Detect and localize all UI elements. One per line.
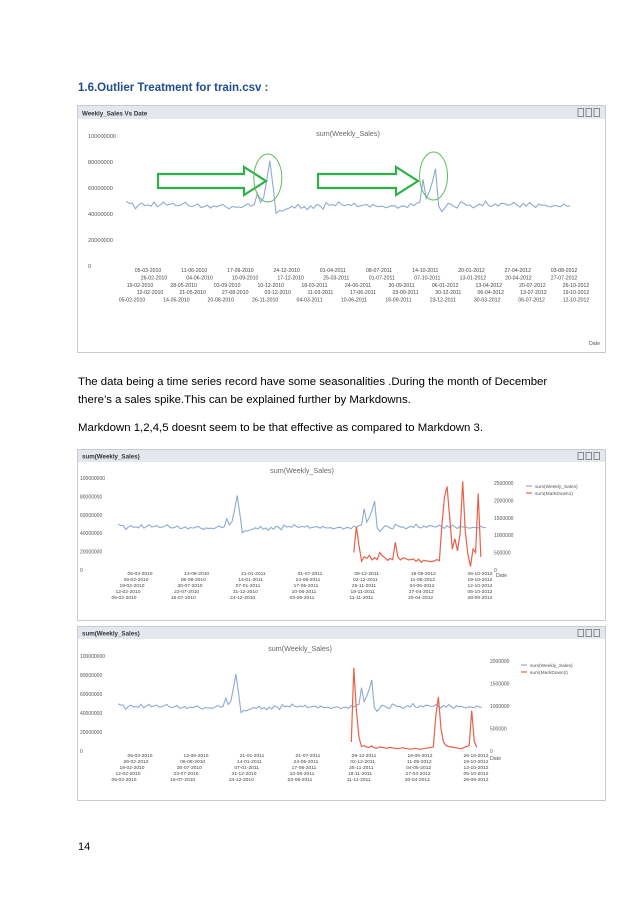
x-tick-label: 02-12-2011	[353, 578, 378, 583]
y-tick-label: 40000000	[88, 212, 113, 218]
x-tick-label: 16-09-2011	[385, 297, 412, 304]
series-line-2	[354, 481, 481, 566]
y-tick-label: 100000000	[88, 134, 116, 140]
x-tick-label: 06-07-2012	[518, 297, 545, 304]
x-tick-label: 27-07-2012	[550, 275, 578, 282]
x-tick-label: 26-02-2010	[123, 578, 149, 583]
x-tick-label: 06-08-2010	[180, 760, 206, 765]
markdown2-chart-panel	[77, 626, 606, 801]
x-tick-label: 11-05-2012	[410, 578, 435, 583]
x-tick-label: 17-06-2011	[293, 584, 319, 589]
x-tick-label: 11-05-2012	[407, 760, 432, 765]
y2-tick-label: 1000000	[494, 533, 514, 540]
y-tick-label: 20000000	[88, 238, 113, 244]
y2-tick-label: 2000000	[494, 498, 514, 505]
x-tick-label: 13-07-2012	[520, 290, 547, 297]
x-tick-label: 10-06-2011	[340, 297, 368, 304]
x-tick-label: 13-04-2012	[475, 282, 503, 289]
paragraph-2: Markdown 1,2,4,5 doesnt seem to be that effective as compared to Markdown 3.	[78, 422, 484, 434]
sales-vs-markdown2-chart	[78, 627, 605, 800]
x-tick-label: 24-12-2010	[273, 268, 300, 274]
x-tick-label: 18-03-2011	[301, 282, 328, 289]
x-tick-label: 19-10-2012	[467, 578, 493, 583]
x-tick-label: 12-10-2012	[467, 584, 493, 589]
x-tick-label: 03-06-2011	[287, 778, 313, 783]
x-tick-label: 18-05-2012	[407, 754, 433, 759]
y-tick-label: 40000000	[80, 711, 103, 717]
x-tick-label: 24-12-2010	[228, 778, 254, 783]
x-tick-label: 30-03-2012	[473, 297, 501, 304]
y-tick-label: 60000000	[88, 186, 113, 192]
x-tick-label: 24-06-2011	[295, 578, 321, 583]
x-tick-label: 23-07-2010	[173, 772, 199, 777]
x-tick-label: 11-11-2011	[349, 596, 374, 601]
paragraph-1-line-2: there’s a sales spike.This can be explained further by Markdowns.	[78, 394, 411, 406]
x-tick-label: 06-01-2012	[431, 282, 459, 289]
series-line-1	[118, 674, 482, 713]
x-tick-label: 20-04-2012	[505, 275, 532, 282]
x-tick-label: 28-05-2010	[170, 282, 197, 289]
x-tick-label: 26-11-2010	[252, 297, 279, 304]
x-tick-label: 27-04-2012	[405, 772, 431, 777]
y2-tick-label: 500000	[490, 726, 507, 733]
x-tick-label: 04-03-2011	[296, 297, 323, 304]
y-tick-label: 20000000	[80, 549, 103, 556]
x-tick-label: 26-02-2010	[123, 760, 149, 765]
markdown1-chart-panel	[77, 449, 606, 621]
x-tick-label: 03-08-2012	[550, 268, 578, 274]
weekly-sales-vs-date-chart	[78, 106, 605, 352]
y-tick-label: 20000000	[80, 730, 103, 736]
x-axis-label: Date	[490, 756, 501, 762]
x-tick-label: 23-07-2010	[174, 590, 200, 595]
x-tick-label: 12-02-2010	[136, 290, 164, 297]
x-tick-label: 08-07-2011	[366, 268, 393, 274]
y-tick-label: 100000000	[80, 654, 106, 660]
x-tick-label: 09-12-2011	[354, 572, 379, 577]
x-tick-label: 26-10-2012	[463, 754, 489, 759]
x-tick-label: 06-08-2010	[180, 578, 206, 583]
x-tick-label: 31-12-2010	[232, 590, 258, 595]
green-arrow-icon	[318, 167, 418, 195]
chart-title: sum(Weekly_Sales)	[270, 466, 334, 475]
y-tick-label: 0	[80, 749, 83, 755]
x-tick-label: 25-11-2011	[351, 584, 377, 589]
panel-header-bar	[78, 106, 605, 119]
y2-tick-label: 1500000	[490, 681, 510, 688]
highlight-circle-dec-2010	[254, 154, 282, 202]
x-tick-label: 01-04-2011	[319, 268, 346, 274]
x-tick-label: 13-08-2010	[183, 754, 209, 759]
y-tick-label: 80000000	[88, 160, 113, 166]
chart-title: sum(Weekly_Sales)	[316, 129, 380, 138]
x-tick-label: 12-02-2010	[115, 772, 141, 777]
x-tick-label: 19-10-2012	[463, 760, 489, 765]
y-tick-label: 80000000	[80, 673, 103, 679]
weekly-sales-chart-panel	[77, 105, 606, 353]
x-tick-label: 06-04-2012	[477, 290, 505, 297]
x-tick-label: 24-06-2011	[293, 760, 319, 765]
y-tick-label: 0	[80, 568, 83, 574]
x-tick-label: 16-07-2010	[170, 778, 196, 783]
legend-label: sum(Weekly_Sales)	[530, 664, 573, 669]
x-tick-label: 28-09-2012	[467, 596, 493, 601]
x-tick-label: 14-05-2010	[163, 297, 190, 304]
y2-tick-label: 0	[494, 568, 497, 574]
x-tick-label: 07-01-2011	[234, 766, 259, 771]
x-tick-label: 20-01-2012	[458, 268, 485, 274]
x-tick-label: 11-06-2010	[181, 268, 208, 274]
x-tick-label: 11-11-2011	[346, 778, 371, 783]
x-tick-label: 19-02-2010	[126, 282, 154, 289]
x-tick-label: 01-07-2011	[297, 572, 323, 577]
x-tick-label: 17-06-2011	[291, 766, 317, 771]
x-tick-label: 05-02-2010	[118, 297, 146, 304]
x-tick-label: 10-09-2010	[231, 275, 259, 282]
paragraph-1-line-1: The data being a time series record have some seasonalities .During the month of December	[78, 376, 548, 388]
panel-header-bar	[78, 450, 605, 462]
x-tick-label: 16-07-2010	[170, 596, 196, 601]
x-tick-label: 10-12-2010	[257, 282, 285, 289]
x-tick-label: 10-06-2011	[289, 772, 315, 777]
x-tick-label: 09-12-2011	[351, 754, 377, 759]
x-tick-label: 11-03-2011	[307, 290, 334, 297]
sales-vs-markdown1-chart	[78, 450, 605, 620]
chart-title: sum(Weekly_Sales)	[268, 644, 332, 653]
y-tick-label: 60000000	[80, 512, 103, 519]
x-tick-label: 05-10-2012	[467, 590, 493, 595]
x-tick-label: 20-07-2012	[519, 282, 546, 289]
y2-tick-label: 0	[490, 749, 493, 755]
y-tick-label: 80000000	[80, 494, 103, 501]
x-tick-label: 30-09-2011	[388, 282, 415, 289]
section-heading: 1.6.Outlier Treatment for train.csv :	[78, 82, 269, 94]
y-tick-label: 60000000	[80, 692, 103, 698]
x-tick-label: 26-10-2012	[562, 282, 590, 289]
y2-tick-label: 2000000	[490, 659, 510, 665]
x-tick-label: 30-07-2010	[176, 766, 202, 771]
y2-tick-label: 1500000	[494, 515, 514, 522]
x-tick-label: 13-08-2010	[184, 572, 210, 577]
x-axis-label: Date	[496, 573, 507, 579]
x-tick-label: 26-02-2010	[140, 275, 168, 282]
x-axis-label: Date	[589, 341, 600, 347]
x-tick-label: 28-09-2012	[463, 778, 489, 783]
x-tick-label: 27-08-2010	[221, 290, 249, 297]
x-tick-label: 21-01-2011	[239, 754, 265, 759]
x-tick-label: 25-03-2011	[323, 275, 350, 282]
x-tick-label: 02-12-2011	[350, 760, 375, 765]
legend-label: sum(MarkDown2)	[530, 671, 568, 676]
x-tick-label: 17-09-2010	[227, 268, 254, 274]
x-tick-label: 24-12-2010	[230, 596, 256, 601]
x-tick-label: 14-01-2011	[237, 760, 262, 765]
x-tick-label: 23-12-2011	[429, 297, 456, 304]
x-tick-label: 19-02-2010	[119, 584, 145, 589]
panel-header-bar	[78, 627, 605, 639]
x-tick-label: 27-04-2012	[504, 268, 532, 274]
x-tick-label: 17-12-2010	[277, 275, 304, 282]
series-line-2	[351, 668, 477, 749]
x-tick-label: 04-05-2012	[409, 584, 435, 589]
x-tick-label: 20-04-2012	[404, 778, 430, 783]
y-tick-label: 100000000	[80, 476, 106, 482]
y2-tick-label: 2500000	[494, 481, 514, 487]
x-tick-label: 24-06-2011	[344, 282, 372, 289]
x-tick-label: 19-02-2010	[119, 766, 145, 771]
x-tick-label: 18-05-2012	[410, 572, 436, 577]
x-tick-label: 18-11-2011	[347, 772, 373, 777]
x-tick-label: 21-05-2010	[179, 290, 206, 297]
y2-tick-label: 1000000	[490, 704, 510, 710]
x-tick-label: 20-08-2010	[207, 297, 235, 304]
series-line-1	[118, 496, 486, 533]
legend-label: sum(Weekly_Sales)	[535, 485, 578, 490]
x-tick-label: 31-12-2010	[231, 772, 257, 777]
x-tick-label: 05-10-2012	[463, 772, 489, 777]
x-tick-label: 05-03-2010	[127, 754, 153, 759]
x-tick-label: 23-09-2011	[392, 290, 419, 297]
x-tick-label: 12-02-2010	[115, 590, 141, 595]
legend-label: sum(MarkDown1)	[535, 492, 573, 497]
x-tick-label: 13-01-2012	[459, 275, 487, 282]
x-tick-label: 21-01-2011	[241, 572, 266, 577]
x-tick-label: 03-12-2010	[264, 290, 292, 297]
x-tick-label: 25-11-2011	[349, 766, 374, 771]
x-tick-label: 20-04-2012	[408, 596, 434, 601]
x-tick-label: 27-04-2012	[408, 590, 434, 595]
panel-title: Weekly_Sales Vs Date	[82, 110, 148, 118]
x-tick-label: 05-03-2010	[127, 572, 153, 577]
x-tick-label: 26-10-2012	[467, 572, 493, 577]
x-tick-label: 14-01-2011	[238, 578, 263, 583]
x-tick-label: 18-11-2011	[350, 590, 375, 595]
y-tick-label: 0	[88, 264, 92, 270]
x-tick-label: 05-03-2010	[134, 268, 162, 274]
x-tick-label: 30-07-2010	[177, 584, 203, 589]
x-tick-label: 01-07-2011	[368, 275, 395, 282]
panel-title: sum(Weekly_Sales)	[82, 630, 140, 638]
x-tick-label: 17-06-2011	[349, 290, 377, 297]
page-number: 14	[78, 841, 91, 853]
x-tick-label: 12-10-2012	[463, 766, 489, 771]
green-arrow-icon	[158, 167, 266, 195]
x-tick-label: 12-10-2012	[562, 297, 590, 304]
x-tick-label: 01-07-2011	[295, 754, 321, 759]
x-tick-label: 14-10-2011	[412, 268, 439, 274]
x-tick-label: 07-01-2011	[235, 584, 261, 589]
y2-tick-label: 500000	[494, 550, 511, 557]
x-tick-label: 04-05-2012	[406, 766, 432, 771]
x-tick-label: 07-10-2011	[414, 275, 441, 282]
x-tick-label: 05-02-2010	[111, 596, 137, 601]
y-tick-label: 40000000	[80, 531, 103, 538]
panel-title: sum(Weekly_Sales)	[82, 453, 140, 461]
x-tick-label: 30-12-2011	[435, 290, 462, 297]
x-tick-label: 03-09-2010	[213, 282, 241, 289]
x-tick-label: 19-10-2012	[562, 290, 590, 297]
x-tick-label: 03-06-2011	[289, 596, 315, 601]
x-tick-label: 10-06-2011	[291, 590, 317, 595]
x-tick-label: 04-06-2010	[186, 275, 213, 282]
x-tick-label: 05-02-2010	[111, 778, 137, 783]
